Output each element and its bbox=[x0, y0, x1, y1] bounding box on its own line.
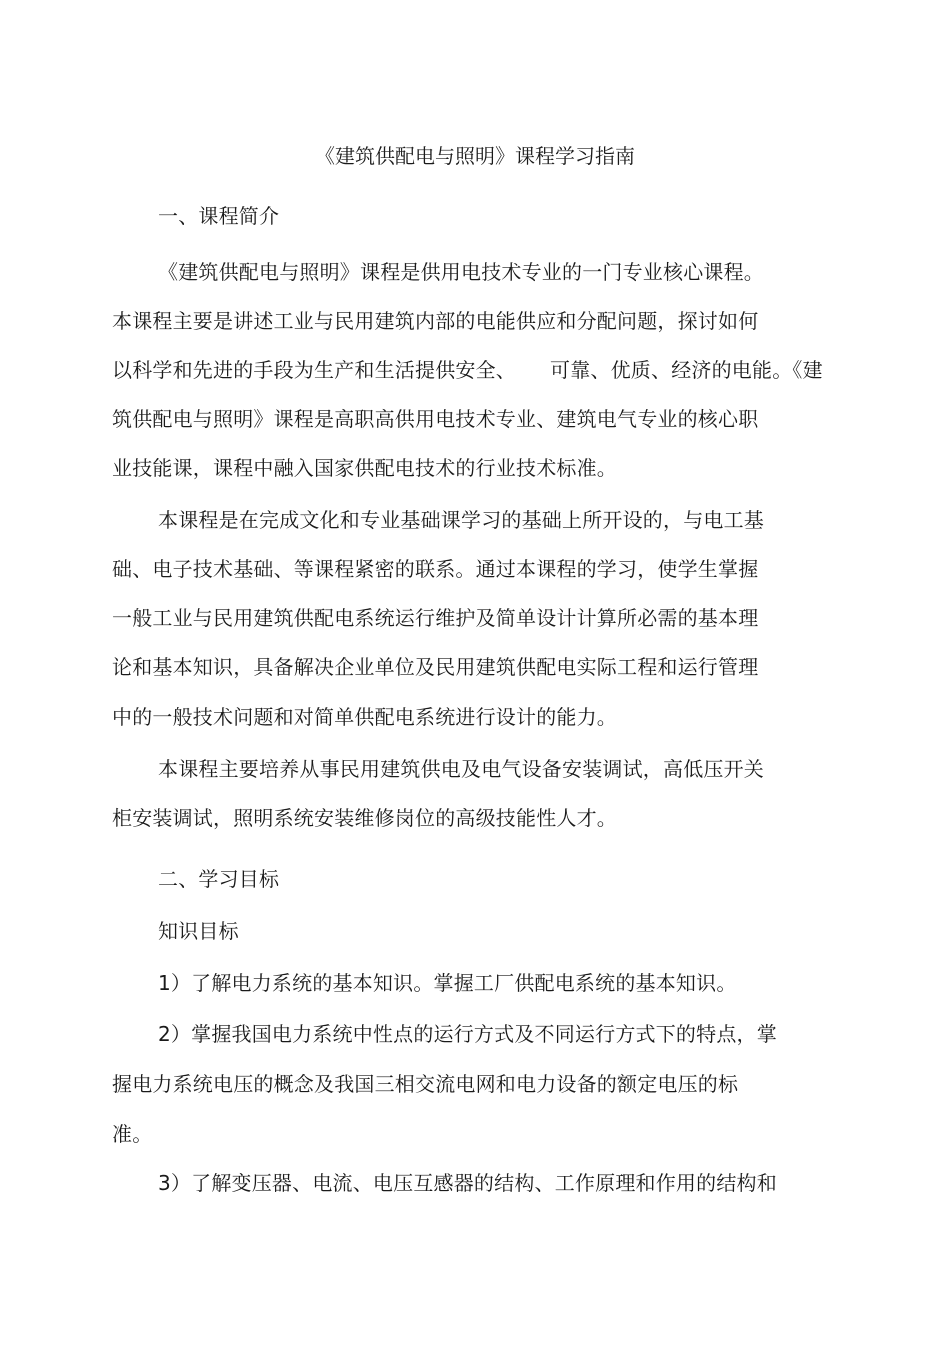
list-item-continuation: 准。 bbox=[112, 1122, 153, 1146]
paragraph-line-part: 可靠、优质、经济的电能。《建 bbox=[550, 358, 823, 382]
paragraph-line: 业技能课，课程中融入国家供配电技术的行业技术标准。 bbox=[112, 456, 617, 480]
paragraph-line: 《建筑供配电与照明》课程是供用电技术专业的一门专业核心课程。 bbox=[158, 260, 764, 284]
document-title: 《建筑供配电与照明》课程学习指南 bbox=[315, 144, 635, 168]
list-item: 2）掌握我国电力系统中性点的运行方式及不同运行方式下的特点，掌 bbox=[158, 1022, 777, 1046]
paragraph-line: 础、电子技术基础、等课程紧密的联系。通过本课程的学习，使学生掌握 bbox=[112, 557, 759, 581]
paragraph-line: 柜安装调试，照明系统安装维修岗位的高级技能性人才。 bbox=[112, 806, 617, 830]
subheading-knowledge-goals: 知识目标 bbox=[158, 919, 239, 943]
section-heading-goals: 二、学习目标 bbox=[158, 867, 280, 891]
paragraph-line: 论和基本知识，具备解决企业单位及民用建筑供配电实际工程和运行管理 bbox=[112, 655, 759, 679]
paragraph-line: 筑供配电与照明》课程是高职高供用电技术专业、建筑电气专业的核心职 bbox=[112, 407, 759, 431]
list-item: 3）了解变压器、电流、电压互感器的结构、工作原理和作用的结构和 bbox=[158, 1171, 777, 1195]
list-item: 1）了解电力系统的基本知识。掌握工厂供配电系统的基本知识。 bbox=[158, 971, 737, 995]
paragraph-line: 本课程是在完成文化和专业基础课学习的基础上所开设的，与电工基 bbox=[158, 508, 764, 532]
paragraph-line-part: 以科学和先进的手段为生产和生活提供安全、 bbox=[112, 358, 516, 382]
paragraph-line: 一般工业与民用建筑供配电系统运行维护及简单设计计算所必需的基本理 bbox=[112, 606, 759, 630]
paragraph-line: 中的一般技术问题和对简单供配电系统进行设计的能力。 bbox=[112, 705, 617, 729]
list-item-continuation: 握电力系统电压的概念及我国三相交流电网和电力设备的额定电压的标 bbox=[112, 1072, 739, 1096]
section-heading-intro: 一、课程简介 bbox=[158, 204, 280, 228]
paragraph-line: 本课程主要培养从事民用建筑供电及电气设备安装调试，高低压开关 bbox=[158, 757, 764, 781]
paragraph-line: 本课程主要是讲述工业与民用建筑内部的电能供应和分配问题，探讨如何 bbox=[112, 309, 759, 333]
paragraph-line bbox=[112, 357, 823, 383]
